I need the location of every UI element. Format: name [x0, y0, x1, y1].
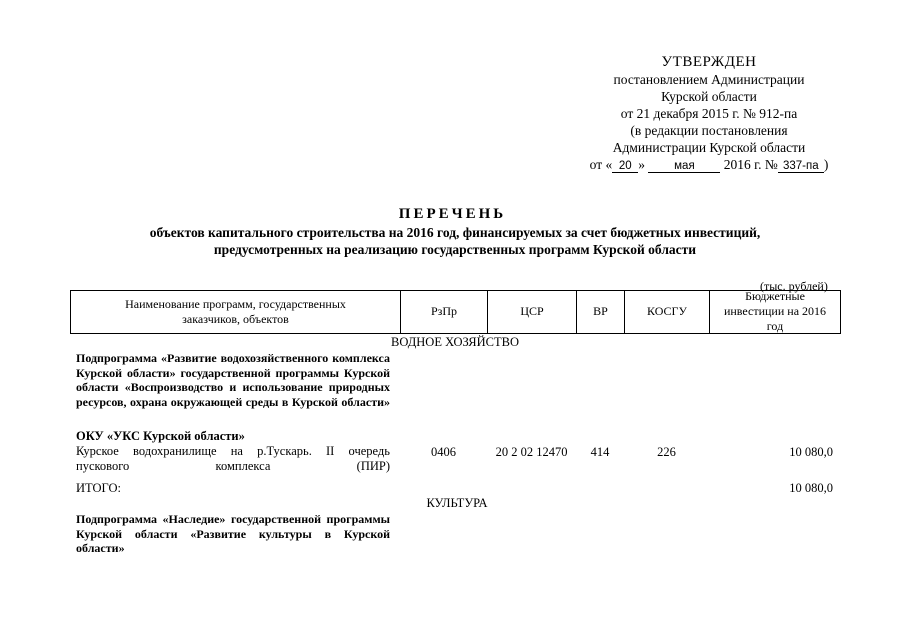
cell-csr: 20 2 02 12470: [495, 445, 568, 459]
column-header-kosgu: КОСГУ: [624, 290, 709, 333]
column-header-rzpr: РзПр: [400, 290, 487, 333]
section-title-culture: КУЛЬТУРА: [426, 496, 488, 510]
column-header-name: Наименование программ, государственных заказчиков, объектов: [70, 290, 400, 333]
approval-title: УТВЕРЖДЕН: [661, 54, 757, 70]
total-label: ИТОГО:: [76, 481, 121, 495]
approval-number: 337-па: [778, 160, 824, 173]
object-name: Курское водохранилище на р.Тускарь. II очередь пускового комплекса (ПИР): [76, 444, 390, 473]
program-description-water: Подпрограмма «Развитие водохозяйственного комплекса Курской области» государственной программы Курской области «Воспроизводство и использование природных ресурсов, охрана окружающей среды в Курской области»: [76, 351, 390, 409]
column-header-vr: ВР: [576, 290, 624, 333]
document-title: ПЕРЕЧЕНЬ: [398, 206, 507, 222]
document-subtitle: объектов капитального строительства на 2016 год, финансируемых за счет бюджетных инвестиций, предусмотренных на реализацию государственных программ Курской области: [149, 225, 761, 257]
approval-block: [550, 54, 868, 173]
cell-amount: 10 080,0: [789, 445, 833, 459]
approval-line: постановлением Администрации: [613, 72, 805, 87]
column-header-csr: ЦСР: [487, 290, 576, 333]
cell-vr: 414: [590, 445, 610, 459]
approval-month: мая: [648, 160, 720, 173]
units-label: (тыс. рублей): [760, 279, 828, 293]
approval-line: от 21 декабря 2015 г. № 912-па: [620, 106, 798, 121]
cell-kosgu: 226: [657, 445, 676, 459]
approval-line: Курской области: [661, 89, 757, 104]
customer-name: ОКУ «УКС Курской области»: [76, 429, 245, 443]
program-description-culture: Подпрограмма «Наследие» государственной программы Курской области «Развитие культуры в Курской области»: [76, 512, 390, 555]
total-amount: 10 080,0: [789, 481, 833, 495]
approval-day: 20: [612, 160, 638, 173]
section-title-water: ВОДНОЕ ХОЗЯЙСТВО: [391, 335, 519, 349]
column-header-budget: Бюджетные инвестиции на 2016 год: [709, 290, 841, 333]
cell-rzpr: 0406: [431, 445, 456, 459]
approval-line: Администрации Курской области: [612, 140, 806, 155]
approval-date-line: от « 20 » мая 2016 г. № 337-па ): [589, 157, 829, 172]
approval-line: (в редакции постановления: [630, 123, 788, 138]
